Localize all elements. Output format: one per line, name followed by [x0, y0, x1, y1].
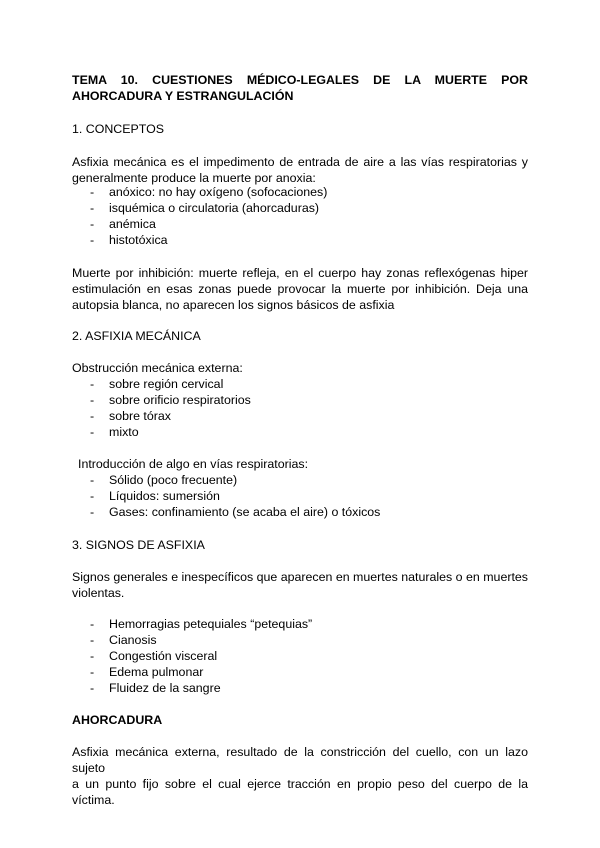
signos-list [72, 616, 528, 696]
document-title [72, 72, 528, 104]
list-item: - anóxico: no hay oxígeno (sofocaciones) [72, 184, 528, 200]
section-heading-ahorcadura: AHORCADURA [72, 713, 163, 727]
ahorcadura-line-2: a un punto fijo sobre el cual ejerce tracción en propio peso del cuerpo de la víctima. [72, 777, 528, 807]
obstruccion-label: Obstrucción mecánica externa: [72, 361, 243, 375]
signos-intro-line-2: violentas. [72, 586, 125, 600]
inhibicion-line-3: autopsia blanca, no aparecen los signos básicos de asfixia [72, 298, 395, 312]
section-heading-conceptos: 1. CONCEPTOS [72, 122, 165, 136]
inhibicion-line-1: Muerte por inhibición: muerte refleja, en el cuerpo hay zonas reflexógenas hiper [72, 266, 528, 280]
section-heading-signos-asfixia: 3. SIGNOS DE ASFIXIA [72, 538, 205, 552]
introduccion-list [72, 472, 528, 520]
section-heading-asfixia-mecanica: 2. ASFIXIA MECÁNICA [72, 329, 201, 343]
list-item: - Edema pulmonar [72, 664, 528, 680]
list-item: - Fluidez de la sangre [72, 680, 528, 696]
signos-intro-line-1: Signos generales e inespecíficos que aparecen en muertes naturales o en muertes [72, 570, 528, 584]
ahorcadura-definition-paragraph [72, 744, 528, 808]
list-item: - Hemorragias petequiales “petequias” [72, 616, 528, 632]
list-item: - mixto [72, 424, 528, 440]
anoxia-types-list [72, 184, 528, 248]
list-item: - Sólido (poco frecuente) [72, 472, 528, 488]
inhibicion-line-2: estimulación en esas zonas puede provocar la muerte por inhibición. Deja una [72, 282, 528, 296]
introduccion-label: Introducción de algo en vías respiratorias: [78, 457, 309, 471]
list-item: - sobre tórax [72, 408, 528, 424]
title-line-1: TEMA 10. CUESTIONES MÉDICO-LEGALES DE LA MUERTE POR [72, 73, 528, 87]
list-item: - isquémica o circulatoria (ahorcaduras) [72, 200, 528, 216]
list-item: - Congestión visceral [72, 648, 528, 664]
list-item: - histotóxica [72, 232, 528, 248]
obstruccion-list [72, 376, 528, 440]
signos-intro-paragraph [72, 569, 528, 601]
list-item: - Gases: confinamiento (se acaba el aire) o tóxicos [72, 504, 528, 520]
asfixia-definition-paragraph [72, 154, 528, 186]
list-item: - sobre orificio respiratorios [72, 392, 528, 408]
title-line-2: AHORCADURA Y ESTRANGULACIÓN [72, 89, 294, 103]
inhibicion-paragraph [72, 265, 528, 313]
definition-line-2: generalmente produce la muerte por anoxia: [72, 171, 316, 185]
ahorcadura-line-1: Asfixia mecánica externa, resultado de la constricción del cuello, con un lazo sujeto [72, 745, 528, 775]
list-item: - sobre región cervical [72, 376, 528, 392]
list-item: - Líquidos: sumersión [72, 488, 528, 504]
list-item: - Cianosis [72, 632, 528, 648]
definition-line-1: Asfixia mecánica es el impedimento de entrada de aire a las vías respiratorias y [72, 155, 528, 169]
list-item: - anémica [72, 216, 528, 232]
